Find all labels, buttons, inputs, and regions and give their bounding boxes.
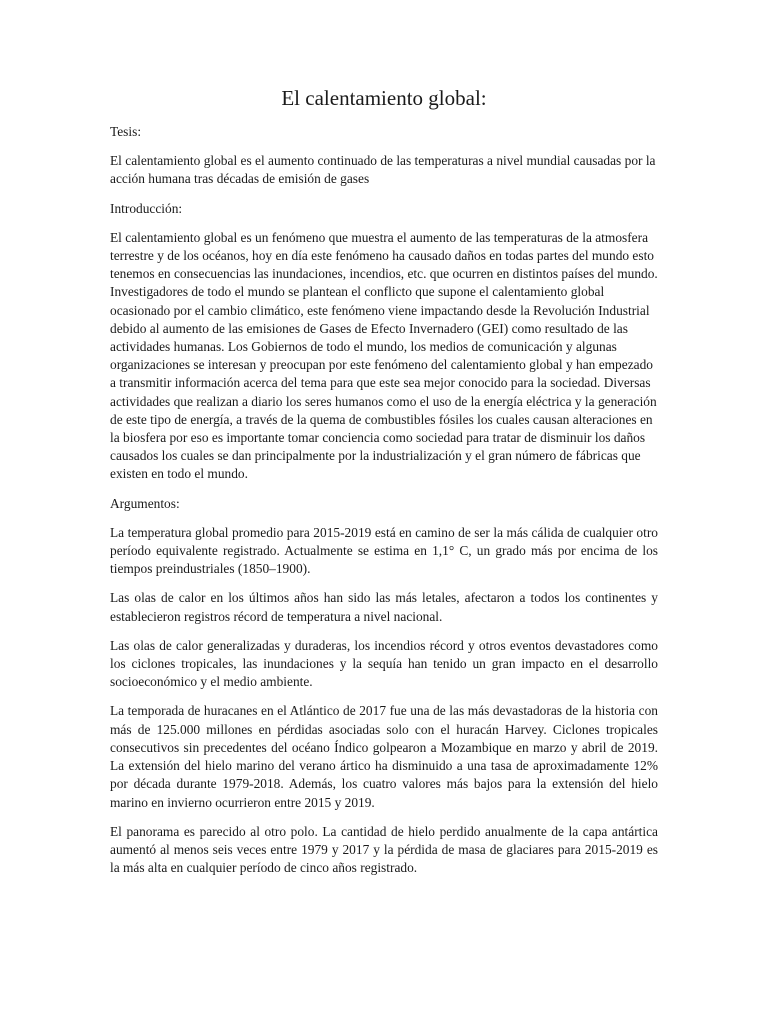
document-page [110, 84, 658, 888]
document-title: El calentamiento global: [281, 86, 487, 110]
argument-paragraph-4: La temporada de huracanes en el Atlántico de 2017 fue una de las más devastadoras de la historia con más de 125.000 millones en pérdidas asociadas solo con el huracán Harvey. Ciclones tropicales consecutivos sin precedentes del océano Índico golpearon a Mozambique en marzo y abril de 2019. La extensión del hielo marino del verano ártico ha disminuido a una tasa de aproximadamente 12% por década durante 1979-2018. Además, los cuatro valores más bajos para la extensión del hielo marino en invierno ocurrieron entre 2015 y 2019. [110, 703, 658, 810]
section-heading-tesis: Tesis: [110, 124, 142, 139]
introduction-paragraph: El calentamiento global es un fenómeno que muestra el aumento de las temperaturas de la atmosfera terrestre y de los océanos, hoy en día este fenómeno ha causado daños en todas partes del mundo esto tenemos en consecuencias las inundaciones, incendios, etc. que ocurren en distintos países del mundo. Investigadores de todo el mundo se plantean el conflicto que supone el calentamiento global ocasionado por el cambio climático, este fenómeno viene impactando desde la Revolución Industrial debido al aumento de las emisiones de Gases de Efecto Invernadero (GEI) como resultado de las actividades humanas. Los Gobiernos de todo el mundo, los medios de comunicación y algunas organizaciones se interesan y preocupan por este fenómeno del calentamiento global y han empezado a transmitir información acerca del tema para que este sea mejor conocido para la sociedad. Diversas actividades que realizan a diario los seres humanos como el uso de la energía eléctrica y la generación de este tipo de energía, a través de la quema de combustibles fósiles los cuales causan alteraciones en la biosfera por eso es importante tomar conciencia como sociedad para tratar de disminuir los daños causados los cuales se dan principalmente por la industrialización y el gran número de fábricas que existen en todo el mundo. [110, 229, 658, 482]
section-tesis [110, 123, 658, 189]
section-argumentos [110, 495, 658, 878]
argument-paragraph-3: Las olas de calor generalizadas y duraderas, los incendios récord y otros eventos devastadores como los ciclones tropicales, las inundaciones y la sequía han tenido un gran impacto en el desarrollo socioeconómico y el medio ambiente. [110, 637, 658, 690]
section-heading-introduccion: Introducción: [110, 200, 183, 216]
argument-paragraph-2: Las olas de calor en los últimos años han sido las más letales, afectaron a todos los continentes y establecieron registros récord de temperatura a nivel nacional. [110, 590, 658, 624]
section-introduccion [110, 200, 658, 484]
argument-paragraph-1: La temperatura global promedio para 2015-2019 está en camino de ser la más cálida de cualquier otro período equivalente registrado. Actualmente se estima en 1,1° C, un grado más por encima de los tiempos preindustriales (1850–1900). [110, 524, 658, 577]
argument-paragraph-5: El panorama es parecido al otro polo. La cantidad de hielo perdido anualmente de la capa antártica aumentó al menos seis veces entre 1979 y 2017 y la pérdida de masa de glaciares para 2015-2019 es la más alta en cualquier período de cinco años registrado. [110, 823, 658, 876]
thesis-paragraph: El calentamiento global es el aumento continuado de las temperaturas a nivel mundial causadas por la acción humana tras décadas de emisión de gases [110, 153, 656, 187]
section-heading-argumentos: Argumentos: [110, 495, 180, 511]
